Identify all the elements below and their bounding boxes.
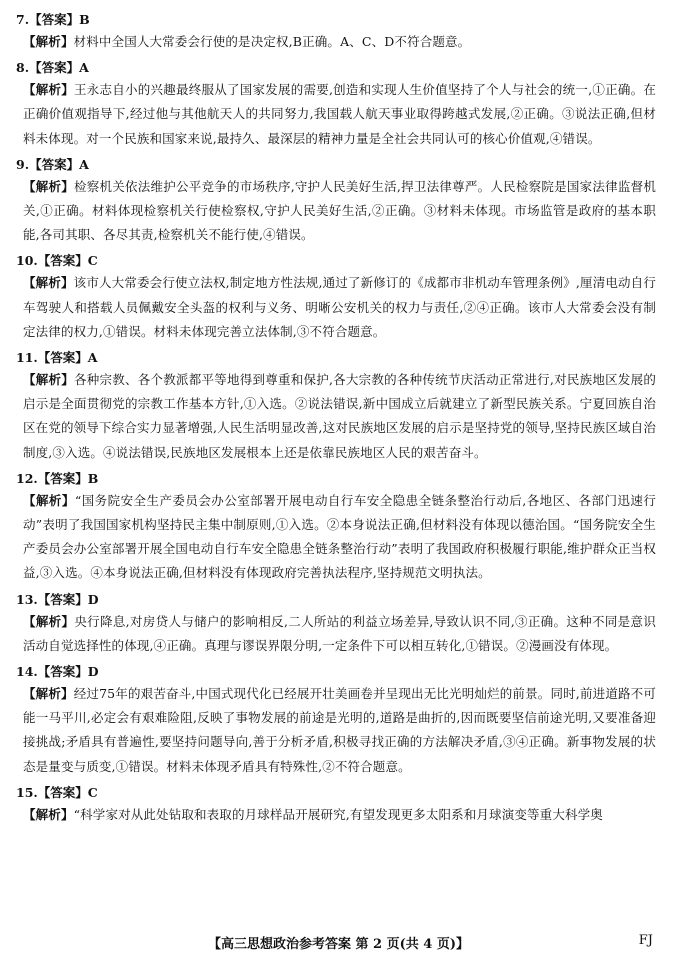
answer-value: D <box>87 664 99 680</box>
analysis-text: “科学家对从此处钻取和表取的月球样品开展研究,有望发现更多太阳系和月球演变等重大科学奥 <box>73 806 603 822</box>
answer-line <box>16 468 656 489</box>
answer-value: A <box>79 156 89 172</box>
answer-value: B <box>79 12 90 27</box>
answer-value: C <box>87 784 98 800</box>
analysis-label: 【解析】 <box>23 82 74 98</box>
analysis-paragraph <box>16 30 656 54</box>
answer-line <box>16 250 656 271</box>
question-number: 14. <box>16 664 38 680</box>
question-block <box>16 347 656 465</box>
analysis-text: 经过75年的艰苦奋斗,中国式现代化已经展开壮美画卷并呈现出无比光明灿烂的前景。同时,前进道路不可能一马平川,必定会有艰难险阻,反映了事物发展的前途是光明的,道路是曲折的,因而既要坚信前途光明,又要准备迎接挑战;矛盾具有普遍性,要坚持问题导向,善于分析矛盾,积极寻找正确的方法解决矛盾,③④正确。新事物发展的状态是量变与质变,①错误。材料未体现矛盾具有特殊性,②不符合题意。 <box>23 686 656 774</box>
answer-value: A <box>79 60 89 76</box>
analysis-paragraph <box>16 682 656 779</box>
question-number: 13. <box>16 591 38 607</box>
analysis-paragraph <box>16 803 656 827</box>
answer-value: D <box>87 591 99 607</box>
question-number: 11. <box>16 350 38 366</box>
analysis-text: 材料中全国人大常委会行使的是决定权,B正确。A、C、D不符合题意。 <box>73 34 471 49</box>
answer-label: 【答案】 <box>29 156 80 172</box>
analysis-paragraph <box>16 610 656 658</box>
analysis-text: 该市人大常委会行使立法权,制定地方性法规,通过了新修订的《成都市非机动车管理条例》,厘清电动自行车驾驶人和搭载人员佩戴安全头盔的权利与义务、明晰公安机关的权力与责任,②④正确。该市人大常委会没有制定法律的权力,①错误。材料未体现完善立法体制,③不符合题意。 <box>23 275 656 339</box>
answer-label: 【答案】 <box>37 591 88 607</box>
question-block <box>16 661 656 779</box>
question-block <box>16 589 656 658</box>
analysis-paragraph <box>16 175 656 248</box>
analysis-label: 【解析】 <box>23 806 74 822</box>
question-block <box>16 250 656 344</box>
answer-label: 【答案】 <box>37 470 88 486</box>
question-number: 15. <box>16 784 38 800</box>
answer-value: C <box>87 253 98 269</box>
analysis-paragraph <box>16 78 656 151</box>
question-number: 10. <box>16 253 38 269</box>
question-block <box>16 57 656 151</box>
analysis-text: 央行降息,对房贷人与储户的影响相反,二人所站的利益立场差异,导致认识不同,③正确。这种不同是意识活动自觉选择性的体现,④正确。真理与谬误界限分明,一定条件下可以相互转化,①错误。②漫画没有体现。 <box>23 613 656 653</box>
answer-label: 【答案】 <box>37 664 88 680</box>
question-number: 8. <box>16 60 30 76</box>
answer-label: 【答案】 <box>37 350 88 366</box>
answer-label: 【答案】 <box>37 784 88 800</box>
analysis-label: 【解析】 <box>23 275 74 291</box>
question-number: 7. <box>16 12 30 27</box>
page-footer <box>0 931 677 953</box>
analysis-label: 【解析】 <box>23 686 74 702</box>
analysis-text: 检察机关依法维护公平竞争的市场秩序,守护人民美好生活,捍卫法律尊严。人民检察院是国家法律监督机关,①正确。材料体现检察机关行使检察权,守护人民美好生活,②正确。③材料未体现。市场监管是政府的基本职能,各司其职、各尽其责,检察机关不能行使,④错误。 <box>23 178 656 243</box>
footer-code: FJ <box>638 933 653 948</box>
question-block <box>16 154 656 248</box>
answer-line <box>16 57 656 78</box>
footer-title: 【高三思想政治参考答案 第 2 页(共 4 页)】 <box>207 937 470 952</box>
analysis-label: 【解析】 <box>23 178 74 194</box>
answer-value: B <box>87 470 99 486</box>
answer-value: A <box>87 350 98 366</box>
analysis-paragraph <box>16 489 656 586</box>
answer-line <box>16 154 656 175</box>
analysis-label: 【解析】 <box>23 613 75 629</box>
question-block <box>16 468 656 586</box>
answer-label: 【答案】 <box>29 60 80 76</box>
answer-label: 【答案】 <box>37 253 88 269</box>
analysis-text: 王永志自小的兴趣最终服从了国家发展的需要,创造和实现人生价值坚持了个人与社会的统一,①正确。在正确价值观指导下,经过他与其他航天人的共同努力,我国载人航天事业取得跨越式发展,②正确。③说法正确,但材料未体现。对一个民族和国家来说,最持久、最深层的精神力量是全社会共同认可的核心价值观,④错误。 <box>23 82 656 146</box>
analysis-paragraph <box>16 271 656 344</box>
question-block <box>16 9 656 54</box>
answer-line <box>16 347 656 368</box>
answer-list <box>16 6 656 827</box>
analysis-label: 【解析】 <box>23 372 74 388</box>
question-number: 9. <box>16 156 30 172</box>
answer-line <box>16 589 656 610</box>
analysis-paragraph <box>16 368 656 465</box>
answer-label: 【答案】 <box>29 12 80 27</box>
answer-line <box>16 9 656 30</box>
question-block <box>16 782 656 827</box>
analysis-label: 【解析】 <box>23 34 74 49</box>
answer-line <box>16 782 656 803</box>
question-number: 12. <box>16 470 38 486</box>
analysis-text: 各种宗教、各个教派都平等地得到尊重和保护,各大宗教的各种传统节庆活动正常进行,对民族地区发展的启示是全面贯彻党的宗教工作基本方针,①入选。②说法错误,新中国成立后就建立了新型民族关系。宁夏回族自治区在党的领导下综合实力显著增强,人民生活明显改善,这对民族地区发展的启示是坚持党的领导,坚持民族区域自治制度,③入选。④说法错误,民族地区发展根本上还是依靠民族地区人民的艰苦奋斗。 <box>23 372 656 460</box>
analysis-text: “国务院安全生产委员会办公室部署开展电动自行车安全隐患全链条整治行动后,各地区、各部门迅速行动”表明了我国国家机构坚持民主集中制原则,①入选。②本身说法正确,但材料没有体现以德治国。“国务院安全生产委员会办公室部署开展全国电动自行车安全隐患全链条整治行动”表明了我国政府积极履行职能,维护群众正当权益,③入选。④本身说法正确,但材料没有体现政府完善执法程序,坚持规范文明执法。 <box>23 492 656 581</box>
answer-line <box>16 661 656 682</box>
analysis-label: 【解析】 <box>23 492 75 508</box>
